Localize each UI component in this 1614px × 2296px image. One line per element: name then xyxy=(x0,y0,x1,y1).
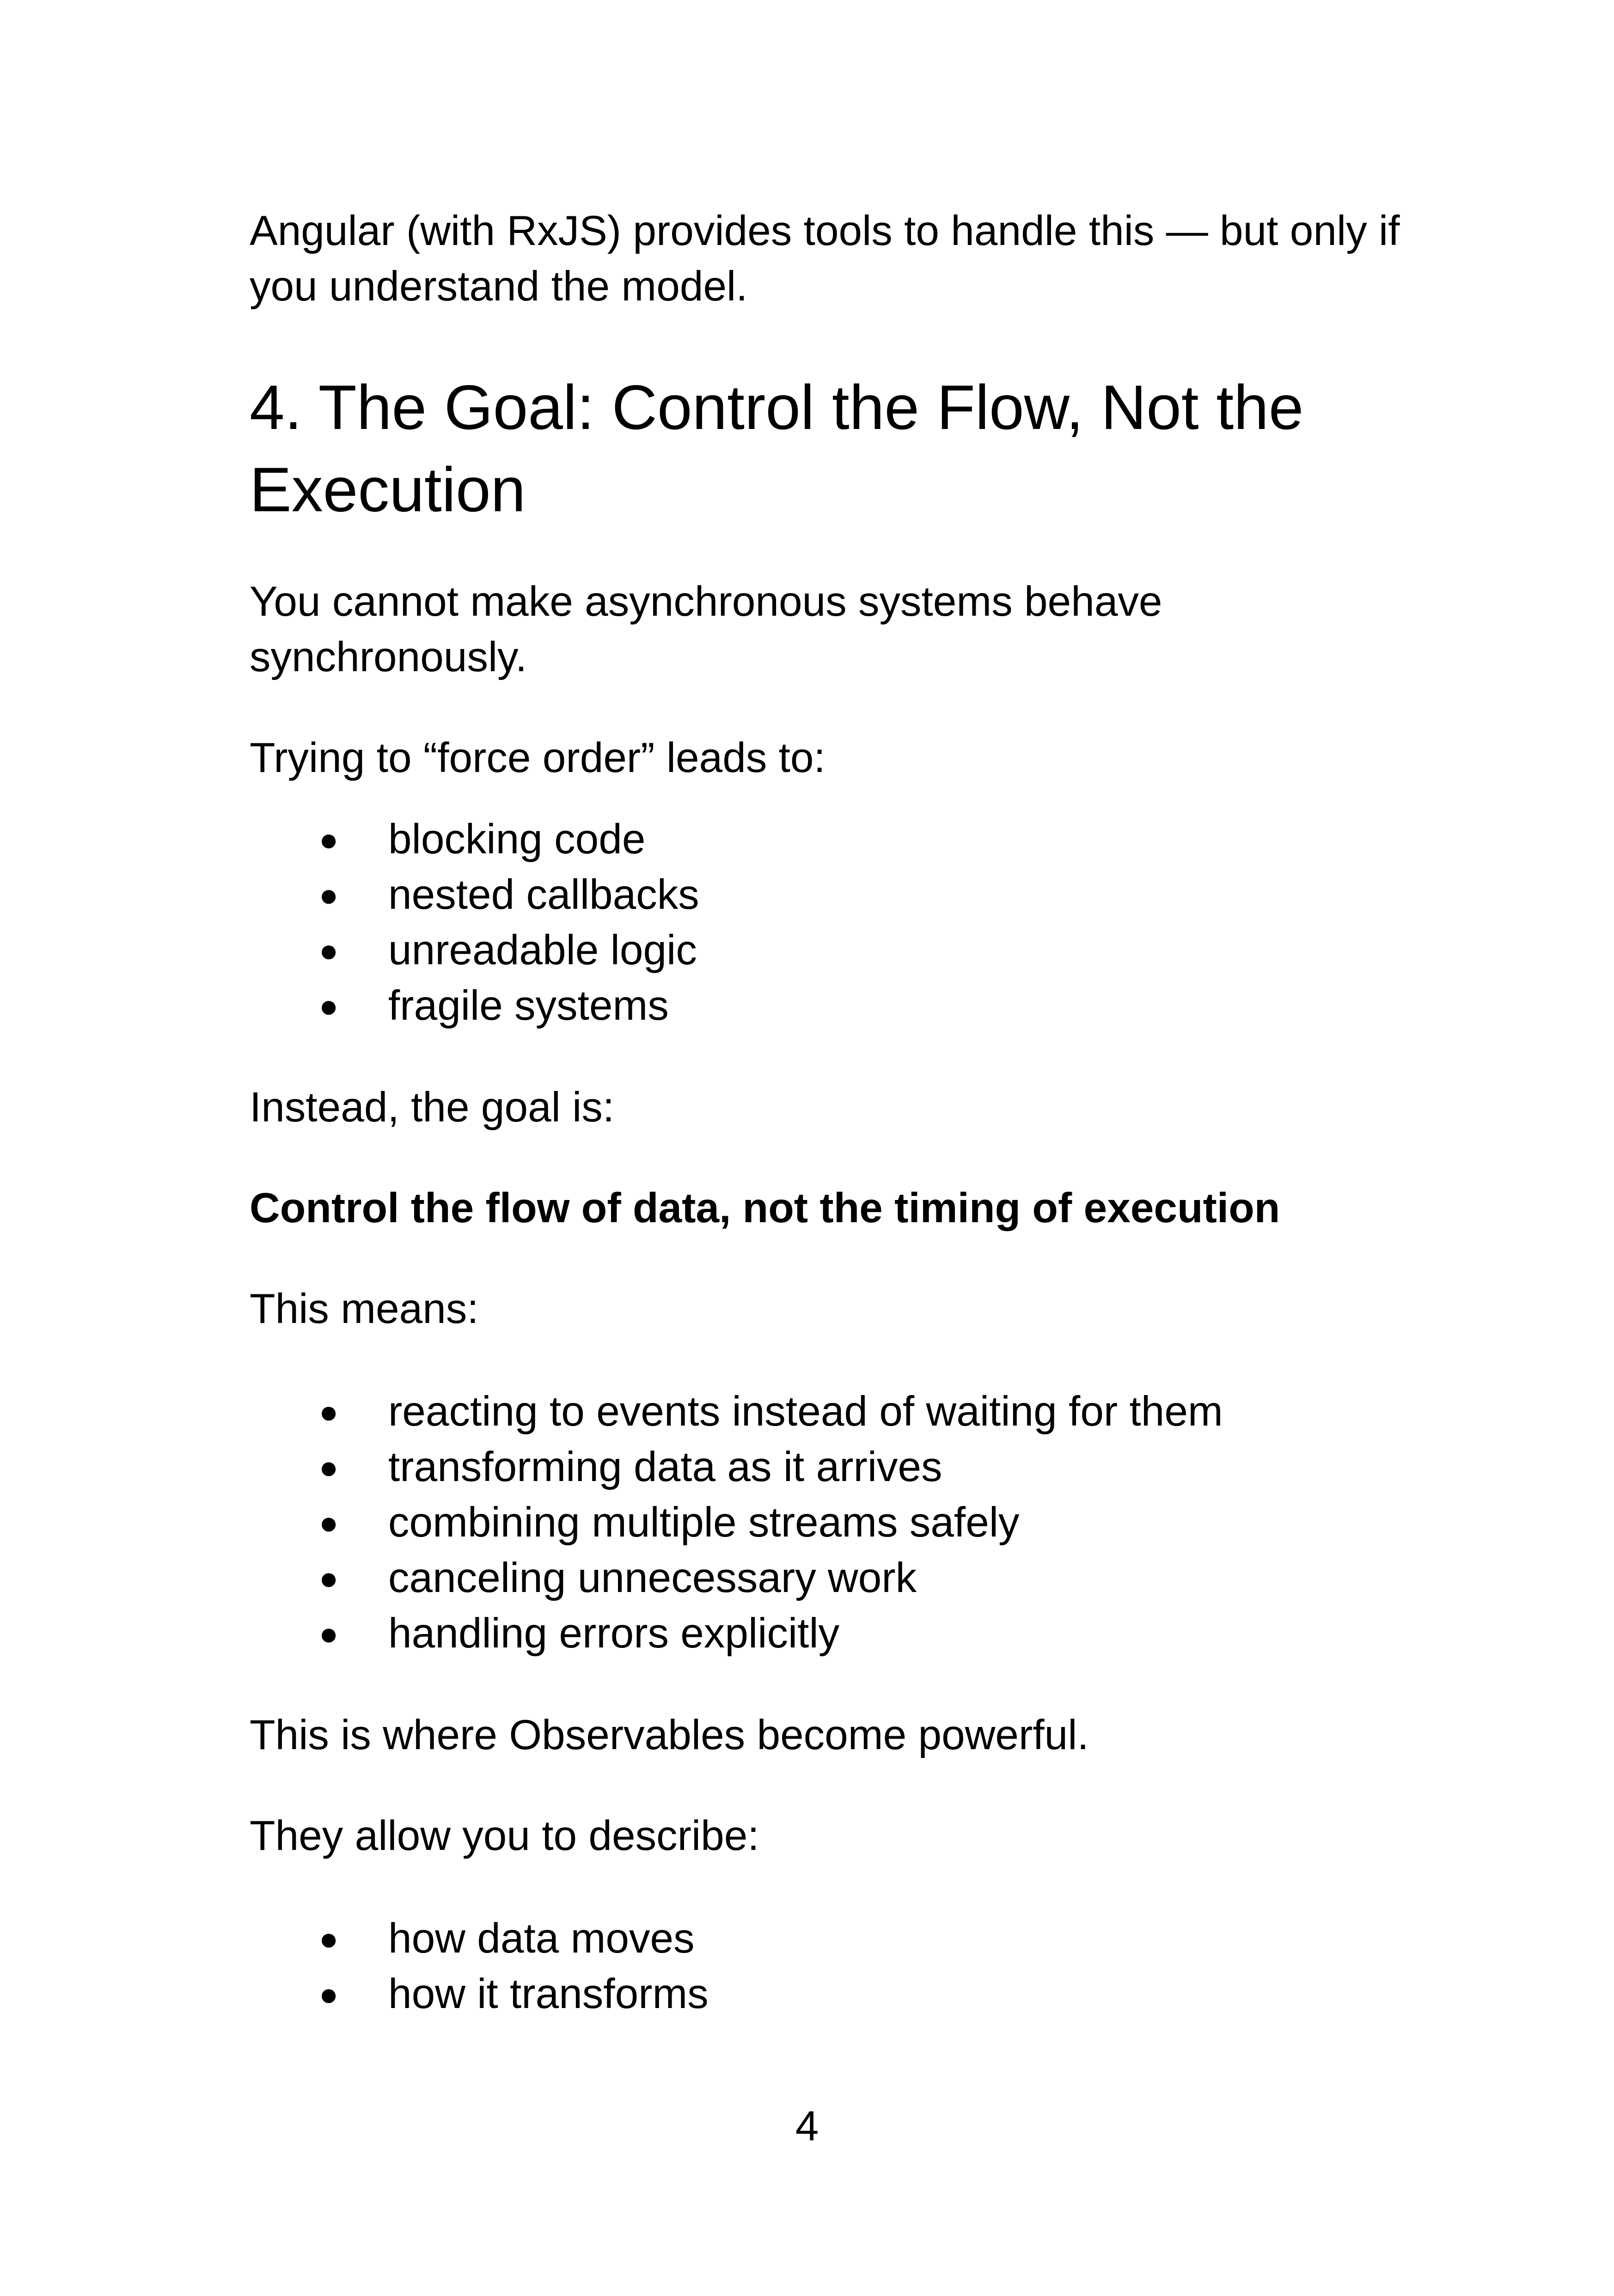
list-item-label: blocking code xyxy=(388,816,646,863)
bullet-icon: ● xyxy=(319,932,339,968)
list-item xyxy=(250,1439,1479,1495)
intro-paragraph xyxy=(250,203,1479,314)
bullet-icon: ● xyxy=(319,1976,339,2012)
section-heading xyxy=(250,366,1479,531)
list-item-label: reacting to events instead of waiting for them xyxy=(388,1388,1223,1435)
section-heading-line-2: Execution xyxy=(250,454,526,525)
list-item xyxy=(250,1966,1479,2022)
page-number: 4 xyxy=(795,2103,819,2149)
list-item xyxy=(250,1495,1479,1550)
list-item xyxy=(250,1550,1479,1606)
list-item xyxy=(250,867,1479,923)
page-content xyxy=(250,203,1479,2022)
list-item-label: nested callbacks xyxy=(388,871,699,918)
bullet-icon: ● xyxy=(319,1921,339,1957)
force-order-list xyxy=(250,812,1479,1034)
bullet-icon: ● xyxy=(319,877,339,913)
force-order-paragraph: Trying to “force order” leads to: xyxy=(250,735,825,781)
describe-list xyxy=(250,1911,1479,2022)
bullet-icon: ● xyxy=(319,1616,339,1652)
bold-statement: Control the flow of data, not the timing of execution xyxy=(250,1185,1280,1231)
describe-paragraph: They allow you to describe: xyxy=(250,1812,759,1859)
cannot-paragraph xyxy=(250,574,1479,685)
instead-paragraph: Instead, the goal is: xyxy=(250,1084,615,1131)
list-item-label: handling errors explicitly xyxy=(388,1610,840,1657)
list-item xyxy=(250,1384,1479,1439)
list-item xyxy=(250,1911,1479,1966)
bullet-icon: ● xyxy=(319,1394,339,1430)
list-item xyxy=(250,812,1479,867)
list-item-label: how it transforms xyxy=(388,1971,709,2017)
cannot-line-2: synchronously. xyxy=(250,634,527,680)
this-means-paragraph: This means: xyxy=(250,1286,479,1332)
list-item-label: combining multiple streams safely xyxy=(388,1499,1020,1546)
bullet-icon: ● xyxy=(319,821,339,857)
list-item xyxy=(250,1606,1479,1661)
means-list xyxy=(250,1384,1479,1661)
list-item xyxy=(250,923,1479,978)
list-item-label: transforming data as it arrives xyxy=(388,1444,942,1490)
bullet-icon: ● xyxy=(319,988,339,1024)
bullet-icon: ● xyxy=(319,1449,339,1485)
list-item-label: canceling unnecessary work xyxy=(388,1555,917,1601)
bullet-icon: ● xyxy=(319,1560,339,1596)
list-item-label: unreadable logic xyxy=(388,927,697,974)
intro-line-1: Angular (with RxJS) provides tools to handle this — but only if xyxy=(250,208,1400,254)
list-item-label: how data moves xyxy=(388,1915,695,1962)
list-item xyxy=(250,978,1479,1034)
intro-line-2: you understand the model. xyxy=(250,263,748,310)
observables-paragraph: This is where Observables become powerful. xyxy=(250,1712,1089,1758)
bullet-icon: ● xyxy=(319,1505,339,1541)
list-item-label: fragile systems xyxy=(388,982,669,1029)
section-heading-line-1: 4. The Goal: Control the Flow, Not the xyxy=(250,372,1304,442)
cannot-line-1: You cannot make asynchronous systems behave xyxy=(250,578,1162,625)
